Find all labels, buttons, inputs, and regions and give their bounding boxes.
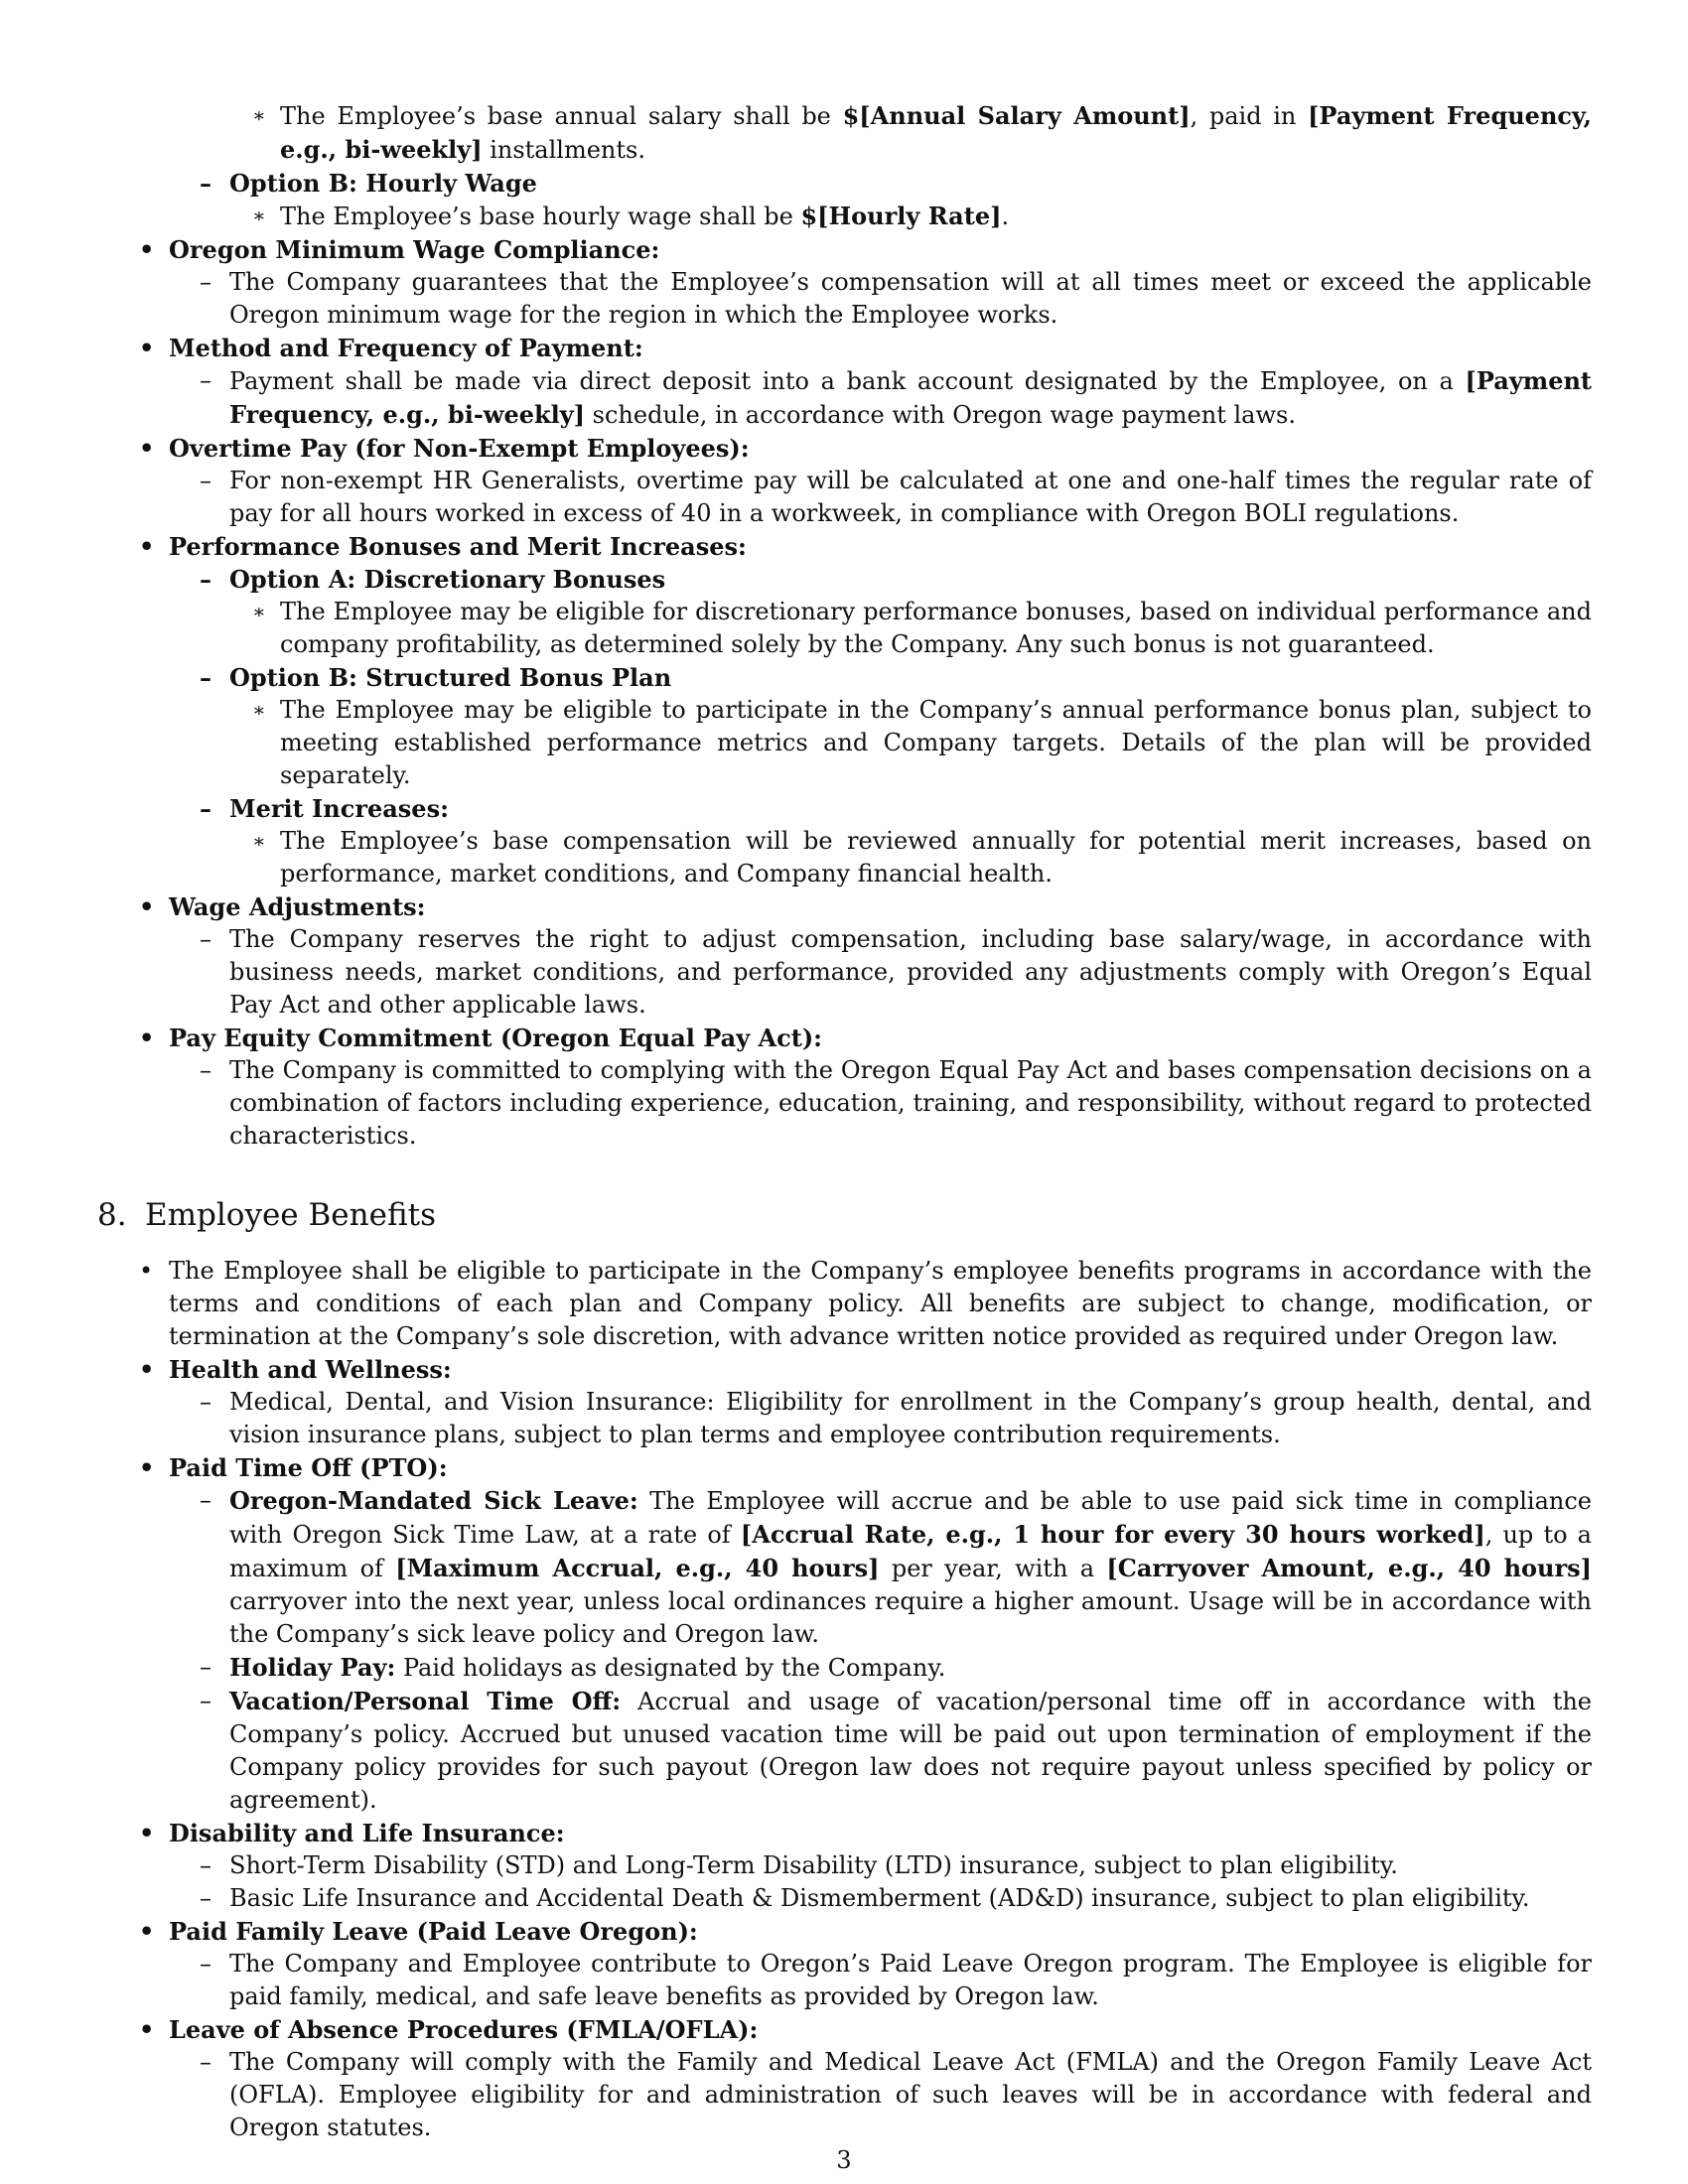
round-bullet: •: [139, 235, 155, 264]
dash-bullet: –: [200, 169, 211, 198]
dash-bullet: –: [200, 663, 211, 692]
asterisk-bullet: ∗: [252, 204, 266, 227]
leave-of-absence-heading: • Leave of Absence Procedures (FMLA/OFLA):: [139, 2015, 759, 2044]
wage-adjustments-text: – The Company reserves the right to adjust compensation, including base salary/wage, in accordance with business needs, market conditions, and performance, provided any adjustments comply with Oregon’s Equal Pay Act and other applicable laws.: [200, 925, 1592, 1019]
round-bullet: •: [139, 532, 155, 561]
page-number: 3: [836, 2146, 852, 2174]
merit-text: ∗ The Employee’s base compensation will be reviewed annually for potential merit increases, based on performance, market conditions, and Company financial health.: [252, 827, 1592, 887]
round-bullet: •: [139, 1819, 155, 1847]
option-a-bonus-heading: – Option A: Discretionary Bonuses: [200, 565, 666, 594]
leave-of-absence-text: – The Company will comply with the Family and Medical Leave Act (FMLA) and the Oregon Family Leave Act (OFLA). Employee eligibility for and administration of such leaves will be in accordance with federal and Oregon statutes.: [200, 2048, 1592, 2141]
pto-heading: • Paid Time Off (PTO):: [139, 1453, 448, 1482]
section-number: 8.: [97, 1197, 127, 1233]
dash-bullet: –: [200, 1653, 211, 1681]
disability-heading: • Disability and Life Insurance:: [139, 1819, 565, 1847]
round-bullet: •: [139, 892, 155, 921]
round-bullet: •: [139, 1453, 155, 1482]
asterisk-bullet: ∗: [252, 698, 266, 722]
dash-bullet: –: [200, 1486, 211, 1514]
list-item: – Short-Term Disability (STD) and Long-Term Disability (LTD) insurance, subject to plan eligibility.: [229, 1849, 1592, 1882]
dash-bullet: –: [200, 925, 211, 953]
asterisk-bullet: ∗: [252, 600, 266, 623]
round-bullet: •: [139, 1917, 155, 1946]
round-bullet: •: [139, 434, 155, 463]
salary-option-a-text: ∗ The Employee’s base annual salary shall be $[Annual Salary Amount], paid in [Payment Frequency, e.g., bi-weekly] installments.: [252, 101, 1593, 164]
min-wage-heading: • Oregon Minimum Wage Compliance:: [139, 235, 660, 264]
dash-bullet: –: [200, 467, 211, 494]
health-text: – Medical, Dental, and Vision Insurance: Eligibility for enrollment in the Company’s group health, dental, and vision insurance plans, subject to plan terms and employee contribution requirements.: [200, 1388, 1592, 1448]
health-heading: • Health and Wellness:: [139, 1355, 452, 1384]
payment-heading: • Method and Frequency of Payment:: [139, 334, 643, 362]
hourly-wage-text: ∗ The Employee’s base hourly wage shall be $[Hourly Rate].: [252, 202, 1010, 230]
paid-family-leave-heading: • Paid Family Leave (Paid Leave Oregon):: [139, 1917, 698, 1946]
payment-text: – Payment shall be made via direct deposit into a bank account designated by the Employee, on a [Payment Frequency, e.g., bi-weekly] schedule, in accordance with Oregon wage payment laws.: [200, 366, 1592, 429]
round-bullet: •: [139, 1355, 155, 1384]
round-bullet: •: [139, 334, 155, 362]
vacation-text: – Vacation/Personal Time Off: Accrual and usage of vacation/personal time off in accordance with the Company’s policy. Accrued but unused vacation time will be paid out upon termination of employment if the Company policy provides for such payout (Oregon law does not require payout unless specified by policy or agreement).: [200, 1687, 1593, 1814]
option-b-bonus-text: ∗ The Employee may be eligible to participate in the Company’s annual performance bonus plan, subject to meeting established performance metrics and Company targets. Details of the plan will be provided separately.: [252, 696, 1592, 789]
dash-bullet: –: [200, 1056, 211, 1084]
dash-bullet: –: [200, 2048, 211, 2076]
pay-equity-text: – The Company is committed to complying with the Oregon Equal Pay Act and bases compensation decisions on a combination of factors including experience, education, training, and responsibility, without regard to protected characteristics.: [200, 1056, 1592, 1150]
round-bullet: •: [139, 2015, 155, 2044]
dash-bullet: –: [200, 565, 211, 594]
option-b-hourly-heading: – Option B: Hourly Wage: [200, 169, 537, 198]
asterisk-bullet: ∗: [252, 103, 266, 127]
paid-family-leave-text: – The Company and Employee contribute to Oregon’s Paid Leave Oregon program. The Employee is eligible for paid family, medical, and safe leave benefits as provided by Oregon law.: [200, 1950, 1592, 2010]
section-title: Employee Benefits: [145, 1197, 436, 1233]
option-b-bonus-heading: – Option B: Structured Bonus Plan: [200, 663, 672, 692]
round-bullet: •: [139, 1257, 154, 1285]
dash-bullet: –: [200, 794, 211, 823]
bonus-heading: • Performance Bonuses and Merit Increases:: [139, 532, 747, 561]
sick-leave-text: – Oregon-Mandated Sick Leave: The Employee will accrue and be able to use paid sick time in compliance with Oregon Sick Time Law, at a rate of [Accrual Rate, e.g., 1 hour for every 30 hours worked], up to a maximum of [Maximum Accrual, e.g., 40 hours] per year, with a [Carryover Amount, e.g., 40 hours] carryover into the next year, unless local ordinances require a higher amount. Usage will be in accordance with the Company’s sick leave policy and Oregon law.: [200, 1486, 1593, 1648]
min-wage-text: – The Company guarantees that the Employee’s compensation will at all times meet or exceed the applicable Oregon minimum wage for the region in which the Employee works.: [200, 268, 1592, 329]
dash-bullet: –: [200, 1687, 211, 1714]
asterisk-bullet: ∗: [252, 829, 266, 853]
dash-bullet: –: [200, 1851, 211, 1879]
overtime-heading: • Overtime Pay (for Non-Exempt Employees):: [139, 434, 750, 463]
dash-bullet: –: [200, 1884, 211, 1912]
section-8-heading: [97, 1195, 1592, 1235]
dash-bullet: –: [200, 366, 211, 394]
benefits-intro: • The Employee shall be eligible to participate in the Company’s employee benefits programs in accordance with the terms and conditions of each plan and Company policy. All benefits are subject to change, modification, or termination at the Company’s sole discretion, with advance written notice provided as required under Oregon law.: [139, 1257, 1592, 1350]
pay-equity-heading: • Pay Equity Commitment (Oregon Equal Pay Act):: [139, 1024, 823, 1052]
page-content: [97, 99, 1593, 2144]
wage-adjustments-heading: • Wage Adjustments:: [139, 892, 426, 921]
round-bullet: •: [139, 1024, 155, 1052]
overtime-text: – For non-exempt HR Generalists, overtime pay will be calculated at one and one-half times the regular rate of pay for all hours worked in excess of 40 in a workweek, in compliance with Oregon BOLI regulations.: [200, 467, 1592, 527]
merit-heading: – Merit Increases:: [200, 794, 449, 823]
list-item: – Basic Life Insurance and Accidental Death & Dismemberment (AD&D) insurance, subject to plan eligibility.: [229, 1882, 1592, 1915]
dash-bullet: –: [200, 1388, 211, 1416]
holiday-pay-text: – Holiday Pay: Paid holidays as designated by the Company.: [200, 1653, 946, 1682]
dash-bullet: –: [200, 268, 211, 296]
option-a-bonus-text: ∗ The Employee may be eligible for discretionary performance bonuses, based on individual performance and company profitability, as determined solely by the Company. Any such bonus is not guaranteed.: [252, 598, 1592, 658]
dash-bullet: –: [200, 1950, 211, 1978]
